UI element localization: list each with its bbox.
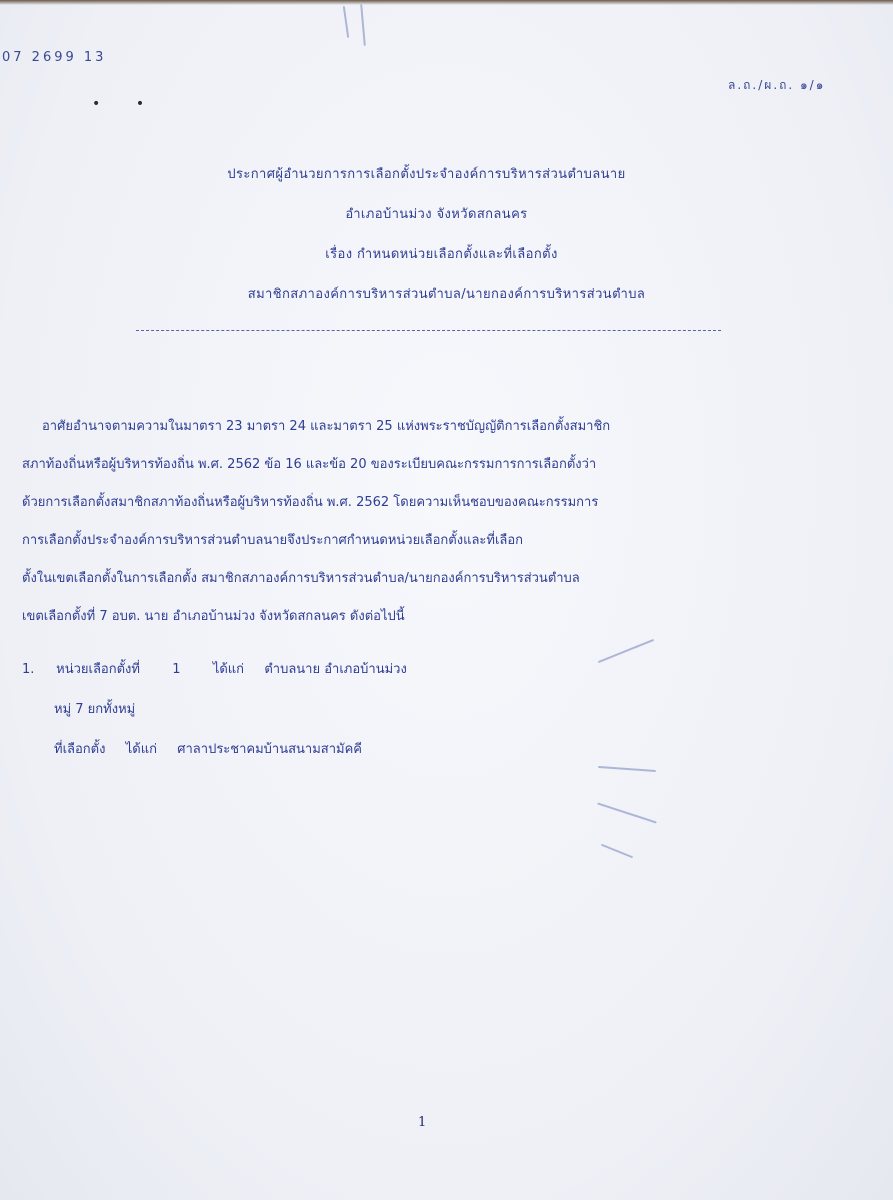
body-line: เขตเลือกตั้งที่ 7 อบต. นาย อำเภอบ้านม่วง จังหวัดสกลนคร ดังต่อไปนี้ — [22, 609, 405, 624]
pen-mark — [360, 4, 366, 46]
place-name: ศาลาประชาคมบ้านสนามสามัคคี — [177, 742, 362, 757]
pen-mark — [597, 802, 657, 823]
document-code: 07 2699 13 — [2, 50, 107, 65]
header-line-4: สมาชิกสภาองค์การบริหารส่วนตำบล/นายกองค์การบริหารส่วนตำบล — [247, 287, 646, 302]
unit-place-row — [22, 730, 842, 770]
unit-item-number: 1. — [22, 662, 35, 677]
unit-village-row — [22, 690, 842, 730]
place-label: ที่เลือกตั้ง — [54, 742, 106, 757]
header-divider — [136, 330, 721, 331]
unit-village: หมู่ 7 ยกทั้งหมู่ — [54, 702, 136, 717]
announcement-body — [22, 408, 867, 636]
place-connector: ได้แก่ — [125, 742, 157, 757]
unit-number: 1 — [172, 662, 181, 677]
scan-top-edge — [0, 0, 893, 5]
pen-mark — [601, 844, 633, 859]
pen-mark — [343, 6, 349, 38]
polling-unit-list — [22, 650, 842, 770]
header-line-1: ประกาศผู้อำนวยการการเลือกตั้งประจำองค์การบริหารส่วนตำบลนาย — [227, 167, 626, 182]
body-line: อาศัยอำนาจตามความในมาตรา 23 มาตรา 24 และมาตรา 25 แห่งพระราชบัญญัติการเลือกตั้งสมาชิก — [42, 419, 611, 434]
unit-label: หน่วยเลือกตั้งที่ — [56, 662, 140, 677]
body-line: ด้วยการเลือกตั้งสมาชิกสภาท้องถิ่นหรือผู้บริหารท้องถิ่น พ.ศ. 2562 โดยความเห็นชอบของคณะกรรมการ — [22, 495, 599, 510]
body-line: สภาท้องถิ่นหรือผู้บริหารท้องถิ่น พ.ศ. 2562 ข้อ 16 และข้อ 20 ของระเบียบคณะกรรมการการเลือกตั้งว่า — [22, 457, 597, 472]
unit-area: ตำบลนาย อำเภอบ้านม่วง — [264, 662, 407, 677]
body-line: ตั้งในเขตเลือกตั้งในการเลือกตั้ง สมาชิกสภาองค์การบริหารส่วนตำบล/นายกองค์การบริหารส่วนตำบล — [22, 571, 580, 586]
header-line-3: เรื่อง กำหนดหน่วยเลือกตั้งและที่เลือกตั้ง — [325, 247, 558, 262]
body-line: การเลือกตั้งประจำองค์การบริหารส่วนตำบลนายจึงประกาศกำหนดหน่วยเลือกตั้งและที่เลือก — [22, 533, 524, 548]
page-number: 1 — [418, 1115, 427, 1130]
reference-number: ล.ถ./ผ.ถ. ๑/๑ — [728, 78, 826, 92]
header-line-2: อำเภอบ้านม่วง จังหวัดสกลนคร — [345, 207, 528, 222]
announcement-header — [0, 155, 893, 315]
unit-connector: ได้แก่ — [212, 662, 245, 677]
polling-unit-row — [22, 650, 842, 690]
ink-dots: • • — [92, 96, 145, 112]
